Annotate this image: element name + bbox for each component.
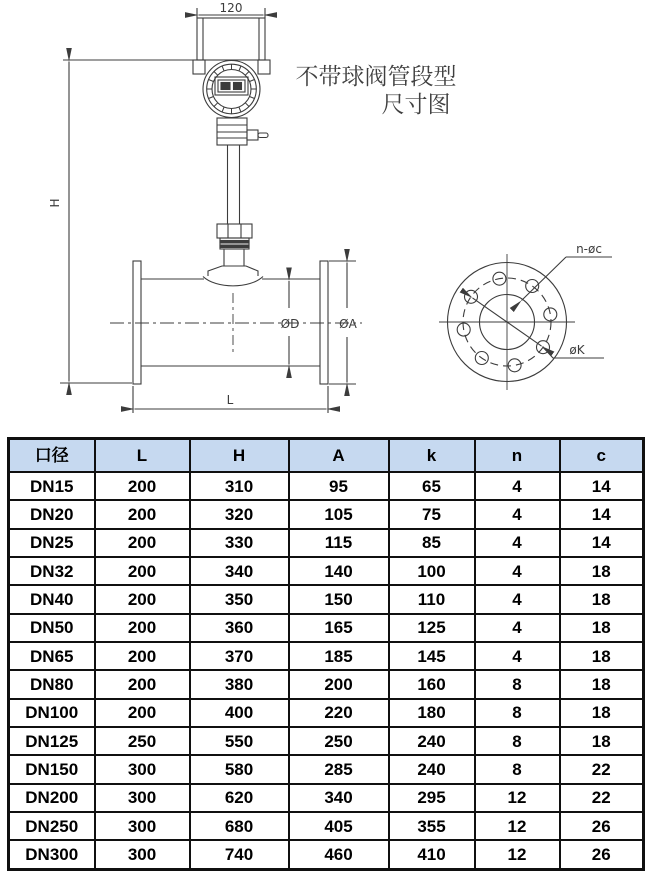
dim-label-120: 120 [219, 1, 243, 15]
dimension-table [7, 437, 645, 871]
header-l: L [95, 439, 190, 473]
table-cell: 65 [389, 472, 475, 500]
table-cell: 12 [475, 784, 560, 812]
row-label-cell: DN32 [9, 557, 95, 585]
table-cell: 18 [560, 557, 644, 585]
label-bolt-circle: øK [569, 343, 585, 357]
row-label-cell: DN80 [9, 670, 95, 698]
table-cell: 295 [389, 784, 475, 812]
table-cell: 4 [475, 472, 560, 500]
compression-fitting [217, 224, 252, 266]
flange-end-view [439, 254, 612, 390]
table-cell: 285 [289, 755, 389, 783]
table-cell: 150 [289, 585, 389, 613]
mounting-boss [203, 266, 263, 286]
table-cell: 4 [475, 500, 560, 528]
table-header-row [9, 439, 644, 473]
cable-entry [247, 130, 258, 140]
table-cell: 240 [389, 727, 475, 755]
table-row [9, 727, 644, 755]
table-cell: 22 [560, 755, 644, 783]
header-c: c [560, 439, 644, 473]
table-cell: 400 [190, 699, 289, 727]
drawing-title-line1: 不带球阀管段型 [295, 64, 457, 90]
table-row [9, 670, 644, 698]
row-label-cell: DN20 [9, 500, 95, 528]
table-cell: 8 [475, 670, 560, 698]
table-cell: 18 [560, 727, 644, 755]
table-cell: 250 [95, 727, 190, 755]
dimension-h [60, 60, 197, 383]
table-cell: 360 [190, 614, 289, 642]
row-label-cell: DN15 [9, 472, 95, 500]
table-cell: 310 [190, 472, 289, 500]
dimension-table-body [9, 472, 644, 870]
table-cell: 75 [389, 500, 475, 528]
table-cell: 4 [475, 642, 560, 670]
table-cell: 740 [190, 840, 289, 869]
table-cell: 200 [95, 557, 190, 585]
table-cell: 26 [560, 840, 644, 869]
table-cell: 12 [475, 812, 560, 840]
table-cell: 200 [95, 670, 190, 698]
table-cell: 370 [190, 642, 289, 670]
table-cell: 145 [389, 642, 475, 670]
row-label-cell: DN65 [9, 642, 95, 670]
table-cell: 22 [560, 784, 644, 812]
label-bolt-holes: n-øc [576, 242, 602, 256]
table-cell: 300 [95, 755, 190, 783]
centerlines [110, 293, 362, 353]
table-cell: 185 [289, 642, 389, 670]
table-cell: 250 [289, 727, 389, 755]
left-flange [133, 261, 141, 384]
table-cell: 165 [289, 614, 389, 642]
table-cell: 18 [560, 614, 644, 642]
drawing-title-line2: 尺寸图 [381, 92, 451, 118]
table-cell: 200 [95, 585, 190, 613]
dim-label-length: L [226, 393, 234, 407]
row-label-cell: DN150 [9, 755, 95, 783]
row-label-cell: DN300 [9, 840, 95, 869]
table-cell: 200 [95, 614, 190, 642]
transmitter-head [193, 18, 270, 118]
table-cell: 140 [289, 557, 389, 585]
header-diameter: 口径 [9, 439, 95, 473]
dim-label-h: H [48, 198, 62, 208]
header-k: k [389, 439, 475, 473]
row-label-cell: DN100 [9, 699, 95, 727]
table-row [9, 500, 644, 528]
table-cell: 4 [475, 585, 560, 613]
table-cell: 550 [190, 727, 289, 755]
table-row [9, 585, 644, 613]
table-cell: 14 [560, 529, 644, 557]
table-cell: 110 [389, 585, 475, 613]
table-row [9, 614, 644, 642]
table-cell: 405 [289, 812, 389, 840]
table-cell: 300 [95, 784, 190, 812]
table-cell: 320 [190, 500, 289, 528]
table-cell: 8 [475, 755, 560, 783]
table-cell: 680 [190, 812, 289, 840]
table-cell: 240 [389, 755, 475, 783]
table-cell: 380 [190, 670, 289, 698]
table-cell: 4 [475, 557, 560, 585]
row-label-cell: DN250 [9, 812, 95, 840]
table-cell: 340 [190, 557, 289, 585]
bolt-holes-leader [522, 257, 613, 301]
table-row [9, 784, 644, 812]
dim-label-inner-diameter: ØD [280, 317, 300, 331]
table-cell: 14 [560, 500, 644, 528]
head-neck [217, 118, 268, 145]
table-cell: 18 [560, 585, 644, 613]
table-cell: 200 [95, 699, 190, 727]
table-cell: 340 [289, 784, 389, 812]
table-cell: 355 [389, 812, 475, 840]
probe-stem [228, 145, 240, 224]
table-cell: 18 [560, 642, 644, 670]
table-cell: 26 [560, 812, 644, 840]
table-cell: 200 [95, 642, 190, 670]
row-label-cell: DN200 [9, 784, 95, 812]
table-cell: 300 [95, 840, 190, 869]
table-cell: 100 [389, 557, 475, 585]
table-row [9, 840, 644, 869]
table-cell: 115 [289, 529, 389, 557]
row-label-cell: DN125 [9, 727, 95, 755]
table-cell: 460 [289, 840, 389, 869]
table-cell: 200 [289, 670, 389, 698]
row-label-cell: DN40 [9, 585, 95, 613]
table-row [9, 642, 644, 670]
bezel-screws [207, 64, 257, 114]
table-cell: 105 [289, 500, 389, 528]
header-a: A [289, 439, 389, 473]
table-row [9, 472, 644, 500]
header-n: n [475, 439, 560, 473]
table-cell: 14 [560, 472, 644, 500]
table-cell: 580 [190, 755, 289, 783]
table-cell: 200 [95, 529, 190, 557]
table-row [9, 557, 644, 585]
table-cell: 350 [190, 585, 289, 613]
table-row [9, 529, 644, 557]
table-cell: 620 [190, 784, 289, 812]
header-h: H [190, 439, 289, 473]
table-cell: 4 [475, 614, 560, 642]
technical-drawing [0, 0, 650, 437]
table-cell: 18 [560, 699, 644, 727]
table-cell: 8 [475, 699, 560, 727]
table-cell: 125 [389, 614, 475, 642]
row-label-cell: DN25 [9, 529, 95, 557]
table-cell: 300 [95, 812, 190, 840]
table-cell: 330 [190, 529, 289, 557]
row-label-cell: DN50 [9, 614, 95, 642]
table-cell: 12 [475, 840, 560, 869]
table-row [9, 812, 644, 840]
table-cell: 85 [389, 529, 475, 557]
table-cell: 18 [560, 670, 644, 698]
lcd-display [215, 77, 248, 95]
table-cell: 4 [475, 529, 560, 557]
right-flange [320, 261, 328, 384]
table-cell: 95 [289, 472, 389, 500]
table-cell: 220 [289, 699, 389, 727]
table-row [9, 699, 644, 727]
table-cell: 410 [389, 840, 475, 869]
table-cell: 160 [389, 670, 475, 698]
table-cell: 180 [389, 699, 475, 727]
table-row [9, 755, 644, 783]
table-cell: 200 [95, 500, 190, 528]
table-cell: 8 [475, 727, 560, 755]
dim-label-flange-diameter: ØA [339, 317, 357, 331]
table-cell: 200 [95, 472, 190, 500]
